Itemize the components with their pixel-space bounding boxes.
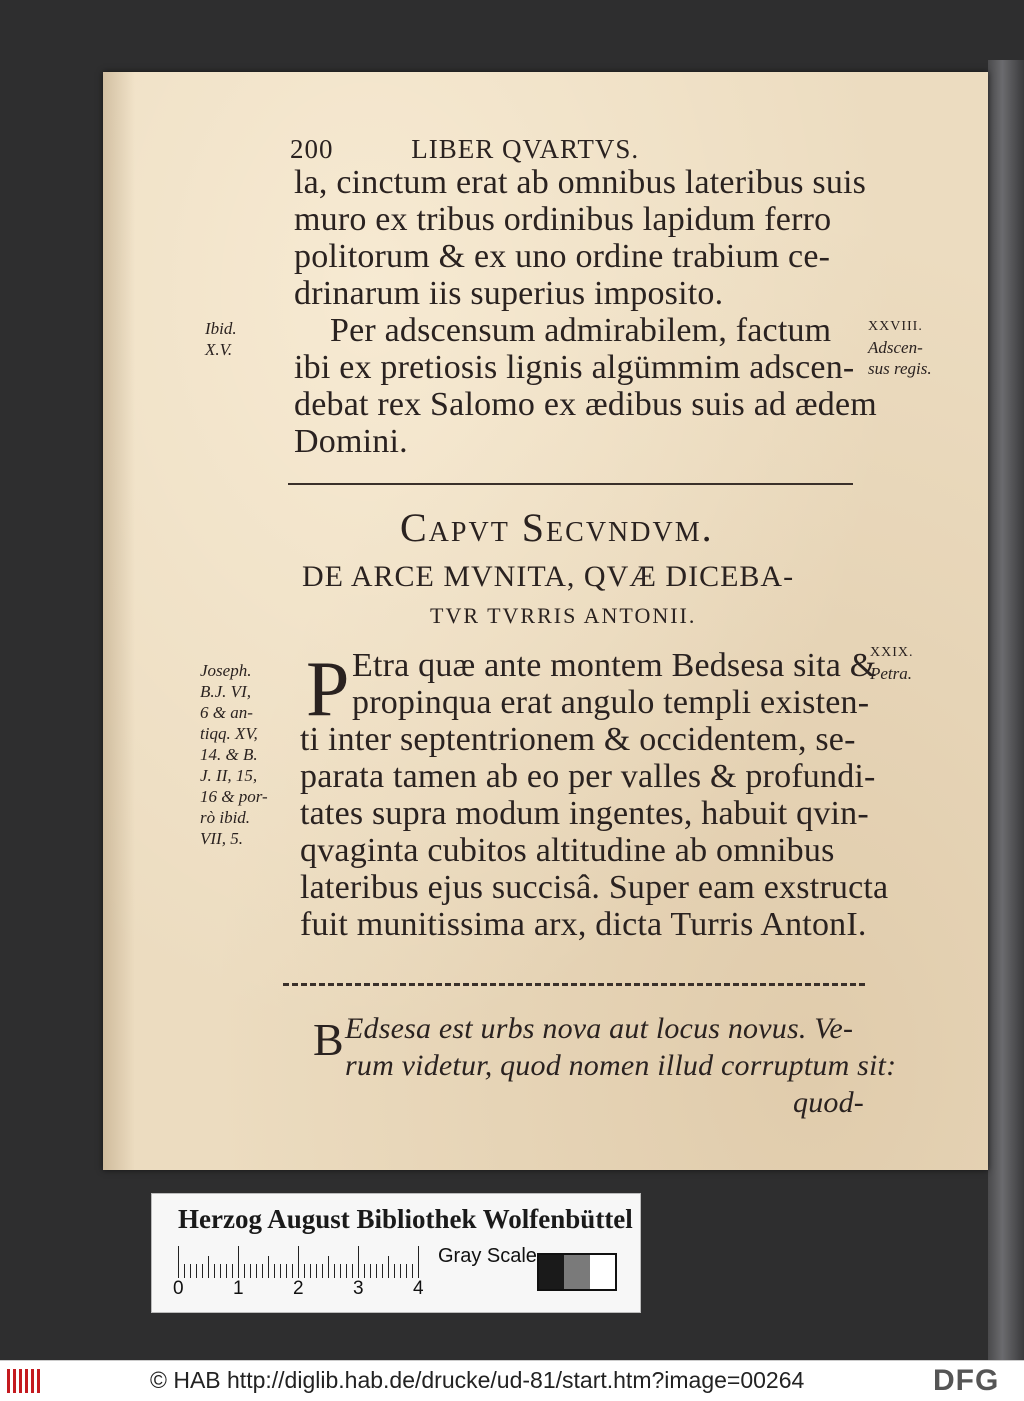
text-line: la, cinctum erat ab omnibus lateribus suis xyxy=(294,164,867,201)
footer-link[interactable]: © HAB http://diglib.hab.de/drucke/ud-81/start.htm?image=00264 xyxy=(150,1367,805,1393)
page-gutter-shade xyxy=(103,72,135,1170)
text-line: muro ex tribus ordinibus lapidum ferro xyxy=(294,201,832,238)
color-reference-card xyxy=(151,1193,641,1313)
margin-note-right: XXIX. Petra. xyxy=(870,645,914,683)
text-line: ti inter septentrionem & occidentem, se- xyxy=(300,721,856,758)
gray-scale-label: Gray Scale xyxy=(438,1245,537,1267)
text-line: drinarum iis superius imposito. xyxy=(294,275,724,312)
text-line: tates supra modum ingentes, habuit qvin- xyxy=(300,795,869,832)
footer-bar xyxy=(0,1360,1024,1401)
margin-note-right: XXVIII. Adscen- sus regis. xyxy=(868,319,932,378)
text-line: politorum & ex uno ordine trabium ce- xyxy=(294,238,831,275)
drop-cap: P xyxy=(306,645,350,732)
hab-logo-icon xyxy=(7,1369,41,1393)
margin-note-left: Ibid. X.V. xyxy=(205,319,237,359)
text-line: qvaginta cubitos altitudine ab omnibus xyxy=(300,832,835,869)
book-edge xyxy=(988,60,1024,1360)
note-line: Edsesa est urbs nova aut locus novus. Ve- xyxy=(345,1012,854,1045)
text-line: ibi ex pretiosis lignis algümmim adscen- xyxy=(294,349,855,386)
note-line: rum videtur, quod nomen illud corruptum sit: xyxy=(345,1049,897,1082)
running-title: LIBER QVARTVS. xyxy=(411,134,640,164)
page-number: 200 xyxy=(290,134,334,164)
text-line: fuit munitissima arx, dicta Turris AntonI. xyxy=(300,906,867,943)
chapter-subtitle-2: TVR TVRRIS ANTONII. xyxy=(430,603,697,628)
dfg-logo: DFG xyxy=(933,1364,1000,1397)
text-line: lateribus ejus succisâ. Super eam exstructa xyxy=(300,869,889,906)
note-drop-cap: B xyxy=(313,1014,344,1065)
ruler xyxy=(178,1246,420,1278)
text-line: Domini. xyxy=(294,423,408,460)
card-title: Herzog August Bibliothek Wolfenbüttel xyxy=(178,1204,633,1234)
text-line: Etra quæ ante montem Bedsesa sita & xyxy=(352,647,877,684)
running-header xyxy=(290,134,639,165)
gray-scale-swatch xyxy=(537,1253,617,1291)
note-line: quod- xyxy=(793,1086,864,1119)
text-line: Per adscensum admirabilem, factum xyxy=(330,312,832,349)
section-rule xyxy=(288,483,853,485)
margin-note-left: Joseph. B.J. VI, 6 & an- tiqq. XV, 14. & B. J. II, 15, 16 & por- rò ibid. VII, 5. xyxy=(200,661,268,848)
text-line: propinqua erat angulo templi existen- xyxy=(352,684,870,721)
text-line: parata tamen ab eo per valles & profundi- xyxy=(300,758,876,795)
chapter-title: Capvt Secvndvm. xyxy=(400,505,714,550)
chapter-subtitle: DE ARCE MVNITA, QVÆ DICEBA- xyxy=(302,560,795,593)
text-line: debat rex Salomo ex ædibus suis ad ædem xyxy=(294,386,877,423)
ruler-numbers: 0 1 2 3 4 xyxy=(173,1278,424,1299)
note-rule xyxy=(283,983,865,986)
